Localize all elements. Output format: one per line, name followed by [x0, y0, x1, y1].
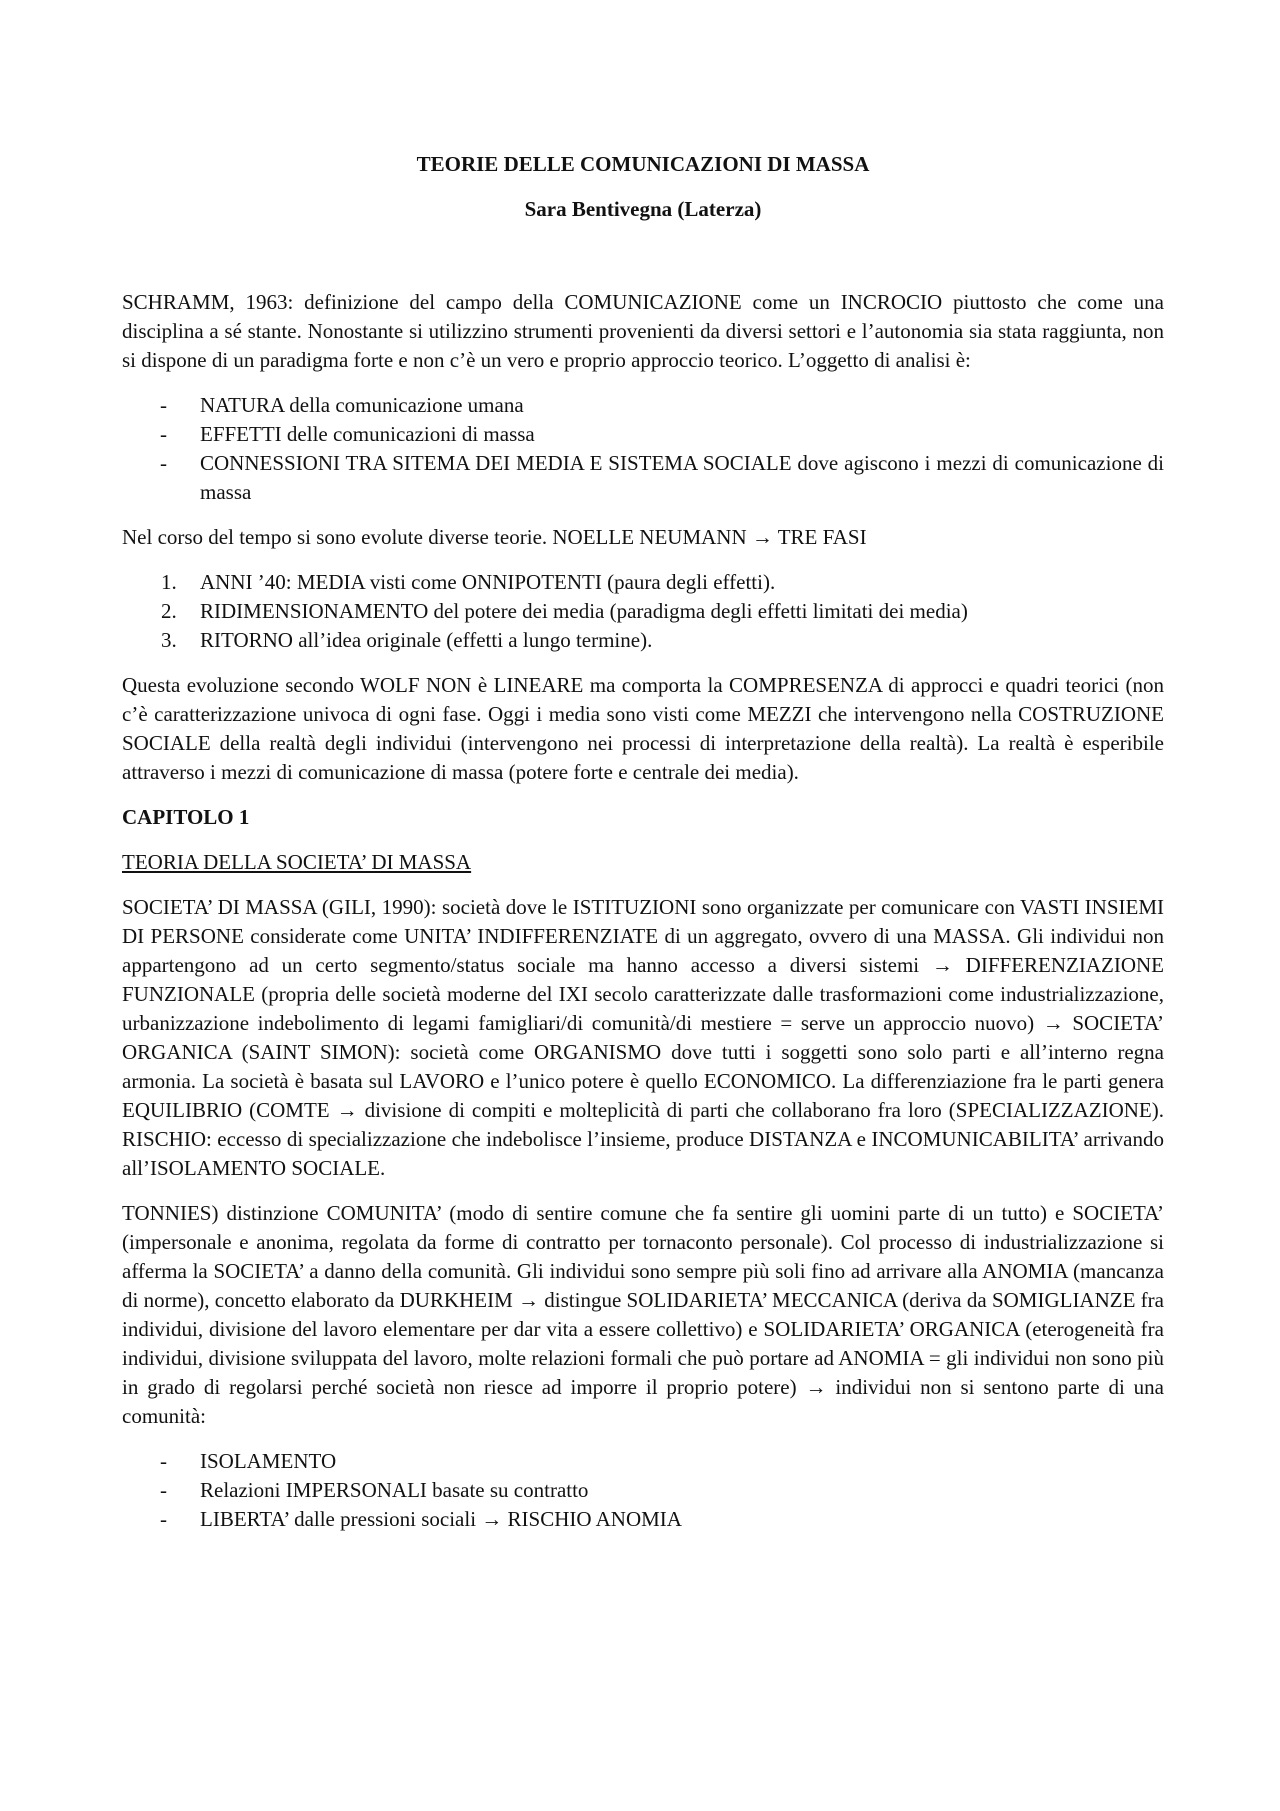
list-item: 2. RIDIMENSIONAMENTO del potere dei media (paradigma degli effetti limitati dei media) [122, 597, 1164, 626]
list-item: - Relazioni IMPERSONALI basate su contratto [122, 1476, 1164, 1505]
list-dash: - [160, 1478, 167, 1502]
list-item: - LIBERTA’ dalle pressioni sociali → RISCHIO ANOMIA [122, 1505, 1164, 1534]
list-dash: - [160, 393, 167, 417]
list-number: 1. [161, 570, 177, 594]
list-number: 2. [161, 599, 177, 623]
mass-society-paragraph: SOCIETA’ DI MASSA (GILI, 1990): società dove le ISTITUZIONI sono organizzate per comunicare con VASTI INSIEMI DI PERSONE considerate come UNITA’ INDIFFERENZIATE di un aggregato, ovvero di una MASSA. Gli individui non appartengono ad un certo segmento/status sociale ma hanno accesso a diversi sistemi → DIFFERENZIAZIONE FUNZIONALE (propria delle società moderne del IXI secolo caratterizzate dalle trasformazioni come industrializzazione, urbanizzazione indebolimento di legami famigliari/di comunità/di mestiere = serve un approccio nuovo) → SOCIETA’ ORGANICA (SAINT SIMON): società come ORGANISMO dove tutti i soggetti sono solo parti e all’interno regna armonia. La società è basata sul LAVORO e l’unico potere è quello ECONOMICO. La differenziazione fra le parti genera EQUILIBRIO (COMTE → divisione di compiti e molteplicità di parti che collaborano fra loro (SPECIALIZZAZIONE). RISCHIO: eccesso di specializzazione che indebolisce l’insieme, produce DISTANZA e INCOMUNICABILITA’ arrivando all’ISOLAMENTO SOCIALE. [122, 895, 1164, 1180]
document-subtitle: Sara Bentivegna (Laterza) [524, 197, 762, 221]
consequences-list [122, 1447, 1164, 1534]
list-item: - EFFETTI delle comunicazioni di massa [122, 420, 1164, 449]
list-dash: - [160, 451, 167, 475]
section-title: TEORIA DELLA SOCIETA’ DI MASSA [122, 850, 472, 874]
list-dash: - [160, 422, 167, 446]
phases-list [122, 568, 1164, 655]
list-item: 3. RITORNO all’idea originale (effetti a lungo termine). [122, 626, 1164, 655]
chapter-heading: CAPITOLO 1 [122, 805, 250, 829]
analysis-objects-list [122, 391, 1164, 507]
intro-paragraph: SCHRAMM, 1963: definizione del campo della COMUNICAZIONE come un INCROCIO piuttosto che come una disciplina a sé stante. Nonostante si utilizzino strumenti provenienti da diversi settori e l’autonomia sia stata raggiunta, non si dispone di un paradigma forte e non c’è un vero e proprio approccio teorico. L’oggetto di analisi è: [122, 290, 1164, 372]
document-title: TEORIE DELLE COMUNICAZIONI DI MASSA [416, 152, 870, 176]
list-dash: - [160, 1449, 167, 1473]
document-page [122, 150, 1164, 1534]
list-item: - NATURA della comunicazione umana [122, 391, 1164, 420]
list-item: 1. ANNI ’40: MEDIA visti come ONNIPOTENTI (paura degli effetti). [122, 568, 1164, 597]
list-dash: - [160, 1507, 167, 1531]
theories-paragraph: Nel corso del tempo si sono evolute diverse teorie. NOELLE NEUMANN → TRE FASI [122, 525, 867, 549]
list-item: - ISOLAMENTO [122, 1447, 1164, 1476]
tonnies-paragraph: TONNIES) distinzione COMUNITA’ (modo di sentire comune che fa sentire gli uomini parte di un tutto) e SOCIETA’ (impersonale e anonima, regolata da forme di contratto per tornaconto personale). Col processo di industrializzazione si afferma la SOCIETA’ a danno della comunità. Gli individui sono sempre più soli fino ad arrivare alla ANOMIA (mancanza di norme), concetto elaborato da DURKHEIM → distingue SOLIDARIETA’ MECCANICA (deriva da SOMIGLIANZE fra individui, divisione del lavoro elementare per dar vita a essere collettivo) e SOLIDARIETA’ ORGANICA (eterogeneità fra individui, divisione sviluppata del lavoro, molte relazioni formali che può portare ad ANOMIA = gli individui non sono più in grado di regolarsi perché società non riesce ad imporre il proprio potere) → individui non si sentono parte di una comunità: [122, 1201, 1164, 1428]
list-item: - CONNESSIONI TRA SITEMA DEI MEDIA E SISTEMA SOCIALE dove agiscono i mezzi di comunicazione di massa [160, 451, 1164, 504]
list-number: 3. [161, 628, 177, 652]
evolution-paragraph: Questa evoluzione secondo WOLF NON è LINEARE ma comporta la COMPRESENZA di approcci e quadri teorici (non c’è caratterizzazione univoca di ogni fase. Oggi i media sono visti come MEZZI che intervengono nella COSTRUZIONE SOCIALE della realtà degli individui (intervengono nei processi di interpretazione della realtà). La realtà è esperibile attraverso i mezzi di comunicazione di massa (potere forte e centrale dei media). [122, 673, 1164, 784]
